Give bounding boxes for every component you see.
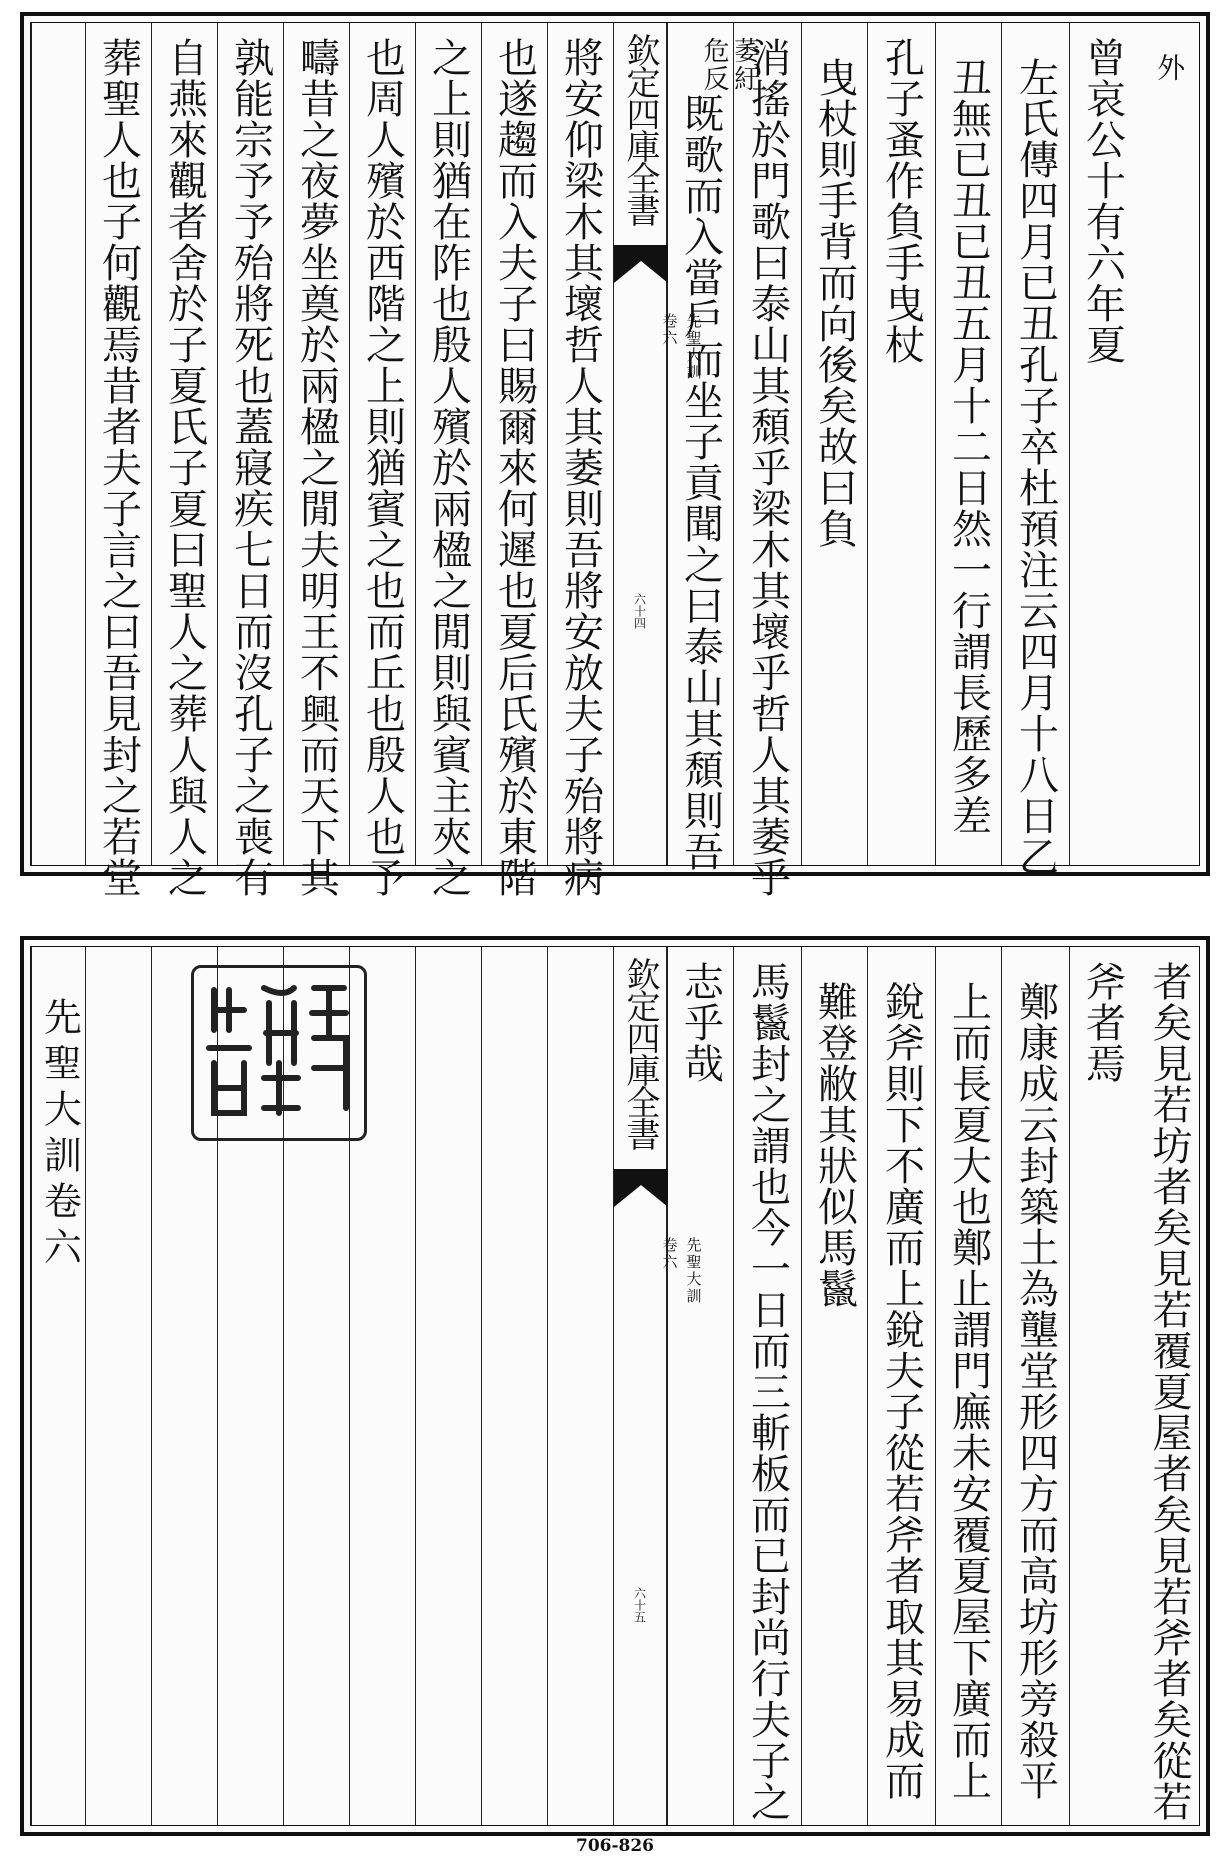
column-text: 外	[1153, 53, 1187, 85]
gutter-page-number: 六十五	[632, 1587, 647, 1623]
text-column	[1001, 23, 1069, 877]
text-column	[867, 23, 935, 865]
top-page	[20, 12, 1210, 898]
empty-column	[415, 947, 481, 1825]
column-text: 斧者焉	[1079, 961, 1126, 1084]
fishtail-mark-icon	[614, 245, 668, 285]
gutter-volume: 卷六	[660, 313, 679, 347]
text-column	[283, 23, 349, 898]
text-column	[481, 23, 547, 898]
text-column	[733, 947, 801, 1825]
column-text: 葬聖人也子何觀焉昔者夫子言之曰吾見封之若堂	[95, 37, 142, 898]
text-column	[801, 947, 867, 1825]
text-column	[415, 23, 481, 898]
column-text: 難登敝其狀似馬鬣	[811, 981, 858, 1309]
column-text: 孰能宗予予殆將死也蓋寢疾七日而沒孔子之喪有	[227, 37, 274, 898]
gutter-page-number: 六十四	[632, 593, 647, 629]
column-text: 也遂趨而入夫子曰賜爾來何遲也夏后氏殯於東階	[491, 37, 538, 898]
fishtail-mark-icon	[614, 1169, 668, 1209]
column-text: 鄭康成云封築土為壟堂形四方而高坊形旁殺平	[1012, 981, 1059, 1801]
column-text: 曳杖則手背而向後矣故曰負	[811, 57, 858, 549]
text-column	[867, 947, 935, 1825]
column-text: 丑無已丑已丑五月十二日然一行謂長歷多差	[945, 57, 992, 836]
text-column	[1069, 947, 1135, 1825]
column-text: 馬鬣封之謂也今一日而三斬板而已封尚行夫子之	[744, 961, 791, 1822]
column-text: 左氏傳四月已丑孔子卒杜預注云四月十八日乙	[1012, 57, 1059, 877]
column-text: 將安仰梁木其壞哲人其萎則吾將安放夫子殆將病	[557, 37, 604, 898]
text-column	[31, 23, 85, 865]
column-text: 者矣見若坊者矣見若覆夏屋者矣見若斧者矣從若	[1146, 961, 1192, 1822]
text-column	[1001, 947, 1069, 1825]
annotation-line: 危反	[699, 37, 730, 93]
text-column	[1135, 23, 1203, 865]
text-column	[151, 23, 217, 898]
empty-column	[547, 947, 613, 1825]
annotation-line: 萎紆	[729, 37, 760, 93]
column-text: 孔子蚤作負手曳杖	[878, 37, 925, 365]
text-column	[667, 947, 733, 1825]
imperial-seal	[191, 965, 367, 1141]
column-text: 曾哀公十有六年夏	[1079, 37, 1126, 365]
column-text: 消搖於門歌曰泰山其頹乎梁木其壞乎哲人其萎乎	[744, 37, 791, 898]
seal-script-glyphs-icon	[194, 968, 364, 1138]
empty-column	[481, 947, 547, 1825]
gutter-book-name: 先聖大訓	[684, 313, 703, 381]
top-page-frame	[30, 22, 1200, 898]
colophon-column	[31, 947, 85, 1825]
column-text: 銳斧則下不廣而上銳夫子從若斧者取其易成而	[878, 981, 925, 1801]
text-column	[667, 23, 760, 872]
text-column	[935, 947, 1001, 1825]
empty-column	[85, 947, 151, 1825]
column-text: 自燕來觀者舍於子夏氏子夏曰聖人之葬人與人之	[161, 37, 208, 898]
colophon-text: 先聖大訓卷六	[37, 997, 82, 1273]
gutter-volume: 卷六	[660, 1237, 679, 1271]
column-text: 上而長夏大也鄭止謂門廡未安覆夏屋下廣而上	[945, 981, 992, 1801]
page-footer-number: 706-826	[575, 1836, 655, 1856]
gutter-title: 欽定四庫全書	[620, 957, 660, 1149]
text-column	[1135, 947, 1203, 1825]
gutter-title: 欽定四庫全書	[620, 33, 660, 225]
text-column	[1069, 23, 1135, 865]
column-text: 疇昔之夜夢坐奠於兩楹之閒夫明王不興而天下其	[293, 37, 340, 898]
bottom-page-frame	[30, 946, 1200, 1826]
bottom-page	[20, 936, 1210, 1836]
text-column	[217, 23, 283, 898]
text-column	[733, 23, 801, 898]
column-text: 志乎哉	[677, 961, 724, 1084]
text-column	[935, 23, 1001, 865]
gutter-book-name: 先聖大訓	[684, 1237, 703, 1305]
text-column	[349, 23, 415, 898]
text-column	[801, 23, 867, 865]
column-text: 既歌而入當戶而坐子貢聞之曰泰山其頹則吾	[677, 93, 724, 872]
text-column	[547, 23, 613, 898]
column-text: 之上則猶在阼也殷人殯於兩楹之閒則與賓主夾之	[425, 37, 472, 898]
text-column	[85, 23, 151, 898]
column-text: 也周人殯於西階之上則猶賓之也而丘也殷人也予	[359, 37, 406, 898]
